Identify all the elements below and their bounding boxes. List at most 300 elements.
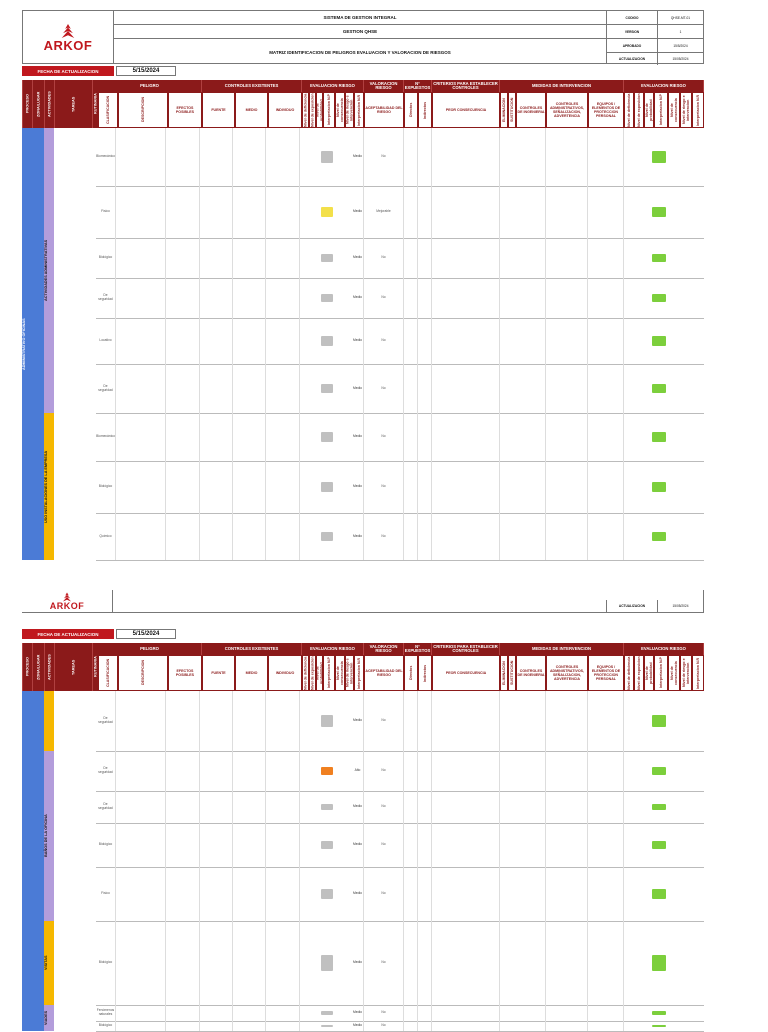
activity-admin-label: ACTIVIDADES ADMINISTRATIVAS: [44, 239, 48, 302]
individuo-cell: [266, 364, 300, 413]
efectos-cell: [166, 823, 200, 867]
table-row: [96, 364, 704, 414]
sub-interp-np-2: Interpretacion N.P: [654, 655, 668, 691]
individuo-cell: [266, 791, 300, 823]
descripcion-cell: [116, 921, 166, 1005]
ingenieria-cell: [516, 791, 546, 823]
descripcion-cell: [116, 186, 166, 238]
clasificacion-cell: Biomecánico: [96, 413, 116, 461]
meta-key: APROBADO: [607, 39, 658, 52]
indirectos-cell: [418, 513, 432, 560]
individuo-cell: [266, 1005, 300, 1021]
administrativos-cell: [546, 513, 588, 560]
directos-cell: [404, 364, 418, 413]
table-row: [96, 691, 704, 752]
meta-value: 15/5/2024: [673, 43, 688, 48]
risk-level-text: Medio: [352, 1021, 364, 1031]
risk-level-text: Medio: [352, 1005, 364, 1021]
directos-cell: [404, 823, 418, 867]
epp-cell: [588, 791, 624, 823]
peor-consecuencia-cell: [432, 186, 500, 238]
peor-consecuencia-cell: [432, 867, 500, 921]
sub-indirectos: Indirectos: [418, 655, 432, 691]
peor-consecuencia-cell: [432, 921, 500, 1005]
administrativos-cell: [546, 318, 588, 364]
group-controles: CONTROLES EXISTENTES: [202, 80, 302, 92]
sub-peor: PEOR CONSECUENCIA: [432, 92, 500, 128]
efectos-cell: [166, 364, 200, 413]
table-row: [96, 238, 704, 279]
sub-ingenieria: CONTROLES DE INGENIERIA: [516, 92, 546, 128]
directos-cell: [404, 867, 418, 921]
group-criterios: CRITERIOS PARA ESTABLECER CONTROLES: [432, 643, 500, 655]
risk-level-text: Medio: [352, 921, 364, 1005]
fuente-cell: [200, 921, 233, 1005]
table-row: [96, 867, 704, 922]
group-evaluacion: EVALUACION RIESGO: [302, 643, 364, 655]
table-row: [96, 1005, 704, 1022]
table-row: [96, 921, 704, 1006]
peor-consecuencia-cell: [432, 513, 500, 560]
risk-level-text: Medio: [352, 238, 364, 278]
sub-clasificacion: CLASIFICACION: [98, 655, 118, 691]
peor-consecuencia-cell: [432, 691, 500, 751]
activity-visitas: [44, 921, 54, 1005]
risk-interpretation-np: [321, 1011, 333, 1014]
medio-cell: [233, 413, 266, 461]
descripcion-cell: [116, 413, 166, 461]
sub-nc-2: Nivel de consecuencia: [668, 92, 680, 128]
residual-risk-np: [652, 767, 666, 775]
group-expuestos: N° EXPUESTOS: [404, 80, 431, 90]
fuente-cell: [200, 1021, 233, 1031]
directos-cell: [404, 413, 418, 461]
activity-banos: [44, 751, 54, 921]
table-row: [96, 186, 704, 239]
sub-aceptabilidad: ACEPTABILIDAD DEL RIESGO: [364, 92, 404, 128]
individuo-cell: [266, 751, 300, 791]
epp-cell: [588, 364, 624, 413]
col-tareas: TAREAS: [54, 80, 92, 128]
indirectos-cell: [418, 691, 432, 751]
efectos-cell: [166, 921, 200, 1005]
activity-instalaciones-label: USO INSTALACIONES DE LA EMPRESA: [44, 450, 48, 523]
group-medidas: MEDIDAS DE INTERVENCION: [500, 80, 624, 92]
activity-instalaciones: [44, 413, 54, 560]
company-logo: [23, 11, 114, 63]
administrativos-cell: [546, 128, 588, 186]
residual-risk-np: [652, 841, 666, 850]
sub-ne-2: Nivel de exposicion: [634, 92, 644, 128]
indirectos-cell: [418, 791, 432, 823]
descripcion-cell: [116, 867, 166, 921]
sub-fuente: FUENTE: [202, 92, 235, 128]
descripcion-cell: [116, 751, 166, 791]
efectos-cell: [166, 128, 200, 186]
sub-nc: Nivel de consecuencia: [335, 92, 345, 128]
update-date-value: 5/15/2024: [116, 629, 176, 639]
ingenieria-cell: [516, 461, 546, 513]
sub-epp: EQUIPOS / ELEMENTOS DE PROTECCION PERSONAL: [588, 655, 624, 691]
activity-viades: [44, 1005, 54, 1031]
residual-risk-np: [652, 207, 666, 217]
ingenieria-cell: [516, 513, 546, 560]
fuente-cell: [200, 751, 233, 791]
risk-interpretation-np: [321, 1025, 333, 1027]
indirectos-cell: [418, 1005, 432, 1021]
activity-admin: [44, 128, 54, 413]
efectos-cell: [166, 278, 200, 318]
document-header: [22, 10, 704, 64]
document-meta-2: [606, 600, 703, 612]
individuo-cell: [266, 238, 300, 278]
risk-level-text: Medio: [352, 186, 364, 238]
risk-interpretation-np: [321, 804, 333, 810]
aceptabilidad-cell: No: [364, 461, 404, 513]
sub-np-2: Nivel de probabilidad: [644, 655, 654, 691]
sub-interp-nr-2: Interpretacion N.R: [692, 92, 704, 128]
descripcion-cell: [116, 823, 166, 867]
epp-cell: [588, 751, 624, 791]
administrativos-cell: [546, 1005, 588, 1021]
efectos-cell: [166, 186, 200, 238]
directos-cell: [404, 921, 418, 1005]
group-peligro: PELIGRO: [98, 80, 202, 92]
col-tareas: TAREAS: [54, 643, 92, 691]
administrativos-cell: [546, 867, 588, 921]
peor-consecuencia-cell: [432, 751, 500, 791]
fuente-cell: [200, 461, 233, 513]
individuo-cell: [266, 318, 300, 364]
meta-key: CODIGO: [607, 11, 658, 24]
sub-nr-2: Nivel de riesgo e intervencion: [680, 92, 692, 128]
residual-risk-np: [652, 889, 666, 900]
sub-epp: EQUIPOS / ELEMENTOS DE PROTECCION PERSONAL: [588, 92, 624, 128]
ingenieria-cell: [516, 1021, 546, 1031]
aceptabilidad-cell: No: [364, 128, 404, 186]
indirectos-cell: [418, 278, 432, 318]
update-date-label: FECHA DE ACTUALIZACION: [22, 629, 114, 639]
efectos-cell: [166, 691, 200, 751]
ingenieria-cell: [516, 691, 546, 751]
update-date-value: 5/15/2024: [116, 66, 176, 76]
clasificacion-cell: Físico: [96, 867, 116, 921]
update-date-row-2: [22, 629, 704, 639]
sub-indirectos: Indirectos: [418, 92, 432, 128]
administrativos-cell: [546, 413, 588, 461]
fuente-cell: [200, 186, 233, 238]
directos-cell: [404, 691, 418, 751]
epp-cell: [588, 186, 624, 238]
fuente-cell: [200, 364, 233, 413]
directos-cell: [404, 1021, 418, 1031]
residual-risk-np: [652, 254, 666, 262]
descripcion-cell: [116, 513, 166, 560]
table-row: [96, 318, 704, 365]
sub-nd: Nivel de deficiencia: [303, 93, 308, 127]
fuente-cell: [200, 413, 233, 461]
aceptabilidad-cell: No: [364, 513, 404, 560]
aceptabilidad-cell: No: [364, 791, 404, 823]
meta-key: VERSION: [607, 25, 658, 38]
aceptabilidad-cell: No: [364, 1021, 404, 1031]
clasificacion-cell: Químico: [96, 513, 116, 560]
risk-interpretation-np: [321, 254, 333, 262]
sub-interp-nr: Interpretacion N.R: [354, 655, 364, 691]
aceptabilidad-cell: Mejorable: [364, 186, 404, 238]
epp-cell: [588, 278, 624, 318]
sub-interp-np: Interpretacion N.P: [323, 92, 335, 128]
medio-cell: [233, 1021, 266, 1031]
risk-interpretation-np: [321, 715, 333, 727]
table-row: [96, 413, 704, 462]
peor-consecuencia-cell: [432, 238, 500, 278]
individuo-cell: [266, 691, 300, 751]
group-evaluacion-2: EVALUACION RIESGO: [624, 80, 704, 92]
sub-nc-2: Nivel de consecuencia: [668, 655, 680, 691]
sub-ne: Nivel de exposicion: [310, 93, 315, 127]
aceptabilidad-cell: No: [364, 413, 404, 461]
administrativos-cell: [546, 1021, 588, 1031]
risk-interpretation-np: [321, 384, 333, 394]
risk-level-text: Medio: [352, 461, 364, 513]
directos-cell: [404, 278, 418, 318]
sub-nr-2: Nivel de riesgo e intervencion: [680, 655, 692, 691]
medio-cell: [233, 691, 266, 751]
risk-level-text: Medio: [352, 823, 364, 867]
risk-level-text: Medio: [352, 278, 364, 318]
sub-clasificacion: CLASIFICACION: [98, 92, 118, 128]
sub-medio: MEDIO: [235, 92, 268, 128]
update-date-row: [22, 66, 704, 76]
medio-cell: [233, 751, 266, 791]
sub-interp-np: Interpretacion N.P: [323, 655, 335, 691]
administrativos-cell: [546, 364, 588, 413]
meta-key: ACTUALIZACION: [607, 53, 658, 65]
peor-consecuencia-cell: [432, 364, 500, 413]
directos-cell: [404, 751, 418, 791]
ingenieria-cell: [516, 413, 546, 461]
clasificacion-cell: Biomecánico: [96, 128, 116, 186]
fuente-cell: [200, 238, 233, 278]
clasificacion-cell: De seguridad: [96, 791, 116, 823]
residual-risk-np: [652, 1025, 666, 1027]
col-proceso: PROCESO: [22, 80, 32, 128]
clasificacion-cell: De seguridad: [96, 364, 116, 413]
logo-text: ARKOF: [49, 600, 85, 611]
table-row: [96, 791, 704, 824]
indirectos-cell: [418, 867, 432, 921]
risk-interpretation-np: [321, 889, 333, 900]
sub-sustitucion: SUSTITUCION: [508, 655, 516, 691]
aceptabilidad-cell: No: [364, 823, 404, 867]
clasificacion-cell: Biológico: [96, 921, 116, 1005]
individuo-cell: [266, 1021, 300, 1031]
sub-interp-nr: Interpretacion N.R: [354, 92, 364, 128]
risk-level-text: Medio: [352, 867, 364, 921]
medio-cell: [233, 823, 266, 867]
sub-medio: MEDIO: [235, 655, 268, 691]
sub-np-2: Nivel de probabilidad: [644, 92, 654, 128]
residual-risk-np: [652, 336, 666, 345]
risk-level-text: Medio: [352, 413, 364, 461]
zona-cell: [32, 691, 44, 1031]
risk-level-text: Alto: [352, 751, 364, 791]
clasificacion-cell: Biológico: [96, 823, 116, 867]
sub-peor: PEOR CONSECUENCIA: [432, 655, 500, 691]
individuo-cell: [266, 513, 300, 560]
individuo-cell: [266, 461, 300, 513]
table-row: [96, 278, 704, 319]
fuente-cell: [200, 513, 233, 560]
ingenieria-cell: [516, 318, 546, 364]
sub-ingenieria: CONTROLES DE INGENIERIA: [516, 655, 546, 691]
residual-risk-np: [652, 432, 666, 442]
sub-np: Nivel de probabilidad: [316, 92, 323, 128]
col-rutinaria: RUTINARIA: [92, 80, 98, 128]
clasificacion-cell: Biológico: [96, 238, 116, 278]
company-logo-2: [22, 590, 113, 612]
ingenieria-cell: [516, 186, 546, 238]
administrativos-cell: [546, 751, 588, 791]
medio-cell: [233, 513, 266, 560]
sub-directos: Directos: [404, 92, 418, 128]
risk-level-text: Medio: [352, 128, 364, 186]
epp-cell: [588, 867, 624, 921]
sub-interp-np-2: Interpretacion N.P: [654, 92, 668, 128]
zona-cell: [32, 128, 44, 560]
fuente-cell: [200, 128, 233, 186]
sub-descripcion: DESCRIPCION: [118, 655, 168, 691]
doc-title-1: SISTEMA DE GESTION INTEGRAL: [113, 11, 607, 25]
clasificacion-cell: De seguridad: [96, 278, 116, 318]
efectos-cell: [166, 867, 200, 921]
col-actividades: ACTIVIDADES: [44, 80, 54, 128]
fuente-cell: [200, 823, 233, 867]
directos-cell: [404, 128, 418, 186]
administrativos-cell: [546, 791, 588, 823]
individuo-cell: [266, 128, 300, 186]
administrativos-cell: [546, 278, 588, 318]
sub-individuo: INDIVIDUO: [268, 92, 302, 128]
indirectos-cell: [418, 921, 432, 1005]
individuo-cell: [266, 867, 300, 921]
aceptabilidad-cell: No: [364, 278, 404, 318]
efectos-cell: [166, 791, 200, 823]
indirectos-cell: [418, 413, 432, 461]
table-row: [96, 751, 704, 792]
risk-interpretation-np: [321, 294, 333, 302]
sub-administrativos: CONTROLES ADMINISTRATIVOS, SEÑALIZACION, ADVERTENCIA: [546, 92, 588, 128]
logo-icon: [60, 592, 74, 602]
administrativos-cell: [546, 461, 588, 513]
epp-cell: [588, 691, 624, 751]
sub-nd: Nivel de deficiencia: [303, 656, 308, 690]
individuo-cell: [266, 278, 300, 318]
efectos-cell: [166, 1021, 200, 1031]
risk-interpretation-np: [321, 841, 333, 850]
peor-consecuencia-cell: [432, 1021, 500, 1031]
indirectos-cell: [418, 751, 432, 791]
fuente-cell: [200, 867, 233, 921]
matrix-body-1: [22, 128, 704, 560]
col-actividades: ACTIVIDADES: [44, 643, 54, 691]
table-row: [96, 1021, 704, 1032]
peor-consecuencia-cell: [432, 413, 500, 461]
administrativos-cell: [546, 186, 588, 238]
ingenieria-cell: [516, 364, 546, 413]
doc-title-2: GESTION QHSE: [113, 25, 607, 39]
col-zona: ZONA/LUGAR: [32, 80, 44, 128]
clasificacion-cell: Biológico: [96, 461, 116, 513]
proceso-cell: [22, 128, 32, 560]
descripcion-cell: [116, 238, 166, 278]
aceptabilidad-cell: No: [364, 691, 404, 751]
peor-consecuencia-cell: [432, 791, 500, 823]
table-row: [96, 513, 704, 561]
sub-efectos: EFECTOS POSIBLES: [168, 655, 202, 691]
sub-nd-2: Nivel de deficiencia: [624, 92, 634, 128]
fuente-cell: [200, 318, 233, 364]
risk-interpretation-np: [321, 482, 333, 492]
aceptabilidad-cell: No: [364, 867, 404, 921]
indirectos-cell: [418, 318, 432, 364]
activity-instalaciones-cont: [44, 691, 54, 751]
residual-risk-np: [652, 294, 666, 302]
activity-visitas-label: VISITAS: [44, 955, 48, 971]
table-row: [96, 823, 704, 868]
risk-level-text: Medio: [352, 364, 364, 413]
proceso-label: ADMINISTRATIVO OFICINAS: [22, 318, 26, 370]
residual-risk-np: [652, 532, 666, 541]
col-zona: ZONA/LUGAR: [32, 643, 44, 691]
aceptabilidad-cell: No: [364, 364, 404, 413]
clasificacion-cell: De seguridad: [96, 691, 116, 751]
group-peligro: PELIGRO: [98, 643, 202, 655]
document-header-2: [22, 590, 704, 613]
individuo-cell: [266, 413, 300, 461]
sub-eliminacion: ELIMINACION: [500, 92, 508, 128]
sub-directos: Directos: [404, 655, 418, 691]
epp-cell: [588, 413, 624, 461]
clasificacion-cell: Fenómenos naturales: [96, 1005, 116, 1021]
descripcion-cell: [116, 691, 166, 751]
descripcion-cell: [116, 1021, 166, 1031]
sub-np: Nivel de probabilidad: [316, 655, 323, 691]
update-date-label: FECHA DE ACTUALIZACION: [22, 66, 114, 76]
risk-interpretation-np: [321, 336, 333, 345]
sub-efectos: EFECTOS POSIBLES: [168, 92, 202, 128]
residual-risk-np: [652, 151, 666, 163]
column-header-band-2: [22, 643, 704, 691]
directos-cell: [404, 513, 418, 560]
group-criterios: CRITERIOS PARA ESTABLECER CONTROLES: [432, 80, 500, 92]
logo-text: ARKOF: [43, 37, 93, 53]
epp-cell: [588, 921, 624, 1005]
efectos-cell: [166, 318, 200, 364]
residual-risk-np: [652, 1011, 666, 1014]
medio-cell: [233, 867, 266, 921]
epp-cell: [588, 318, 624, 364]
sub-sustitucion: SUSTITUCION: [508, 92, 516, 128]
ingenieria-cell: [516, 1005, 546, 1021]
aceptabilidad-cell: No: [364, 238, 404, 278]
sub-descripcion: DESCRIPCION: [118, 92, 168, 128]
ingenieria-cell: [516, 128, 546, 186]
ingenieria-cell: [516, 751, 546, 791]
descripcion-cell: [116, 278, 166, 318]
column-header-band: [22, 80, 704, 128]
